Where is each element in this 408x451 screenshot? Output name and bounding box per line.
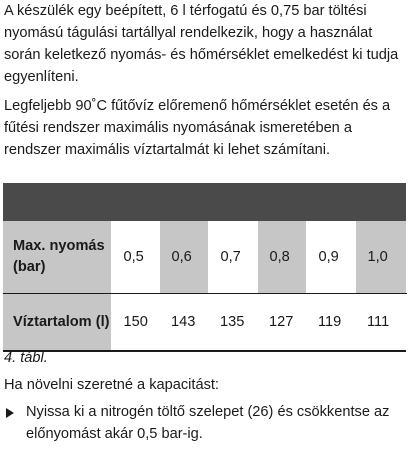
table-caption: 4. tábl. xyxy=(4,350,48,366)
row-label-pressure: Max. nyomás (bar) xyxy=(3,221,111,294)
table-cell: 143 xyxy=(159,294,208,352)
intro-paragraph: A készülék egy beépített, 6 l térfogatú és 0,75 bar töltési nyomású tágulási tartállyal rendelkezik, hogy a használat során keletkező nyomás- és hőmérséklet emelkedést ki tudja egyenlíteni. xyxy=(4,3,399,85)
bullet-text: Nyissa ki a nitrogén töltő szelepet (26) és csökkentse az előnyomást akár 0,5 bar-ig. xyxy=(26,404,390,442)
table-cell: 119 xyxy=(306,294,355,352)
table-cell: 1,0 xyxy=(355,221,406,294)
list-item xyxy=(4,401,406,445)
table-cell: 0,8 xyxy=(257,221,306,294)
table-cell: 127 xyxy=(257,294,306,352)
triangle-bullet-icon xyxy=(6,408,14,418)
table-cell: 0,9 xyxy=(306,221,355,294)
table-row-volume xyxy=(3,294,406,352)
row-label-volume: Víztartalom (l) xyxy=(3,294,111,352)
table-row-pressure xyxy=(3,221,406,294)
table-cell: 0,7 xyxy=(208,221,257,294)
table-cell: 135 xyxy=(208,294,257,352)
table-cell: 111 xyxy=(355,294,406,352)
table-cell: 0,5 xyxy=(111,221,159,294)
table-cell: 150 xyxy=(111,294,159,352)
capacity-intro: Ha növelni szeretné a kapacitást: xyxy=(4,377,219,393)
table-cell: 0,6 xyxy=(159,221,208,294)
pressure-volume-table xyxy=(3,183,407,352)
calculation-paragraph: Legfeljebb 90˚C fűtővíz előremenő hőmérséklet esetén és a fűtési rendszer maximális nyomásának ismeretében a rendszer maximális víztartalmát ki lehet számítani. xyxy=(4,98,391,158)
table-header-row xyxy=(3,183,406,221)
